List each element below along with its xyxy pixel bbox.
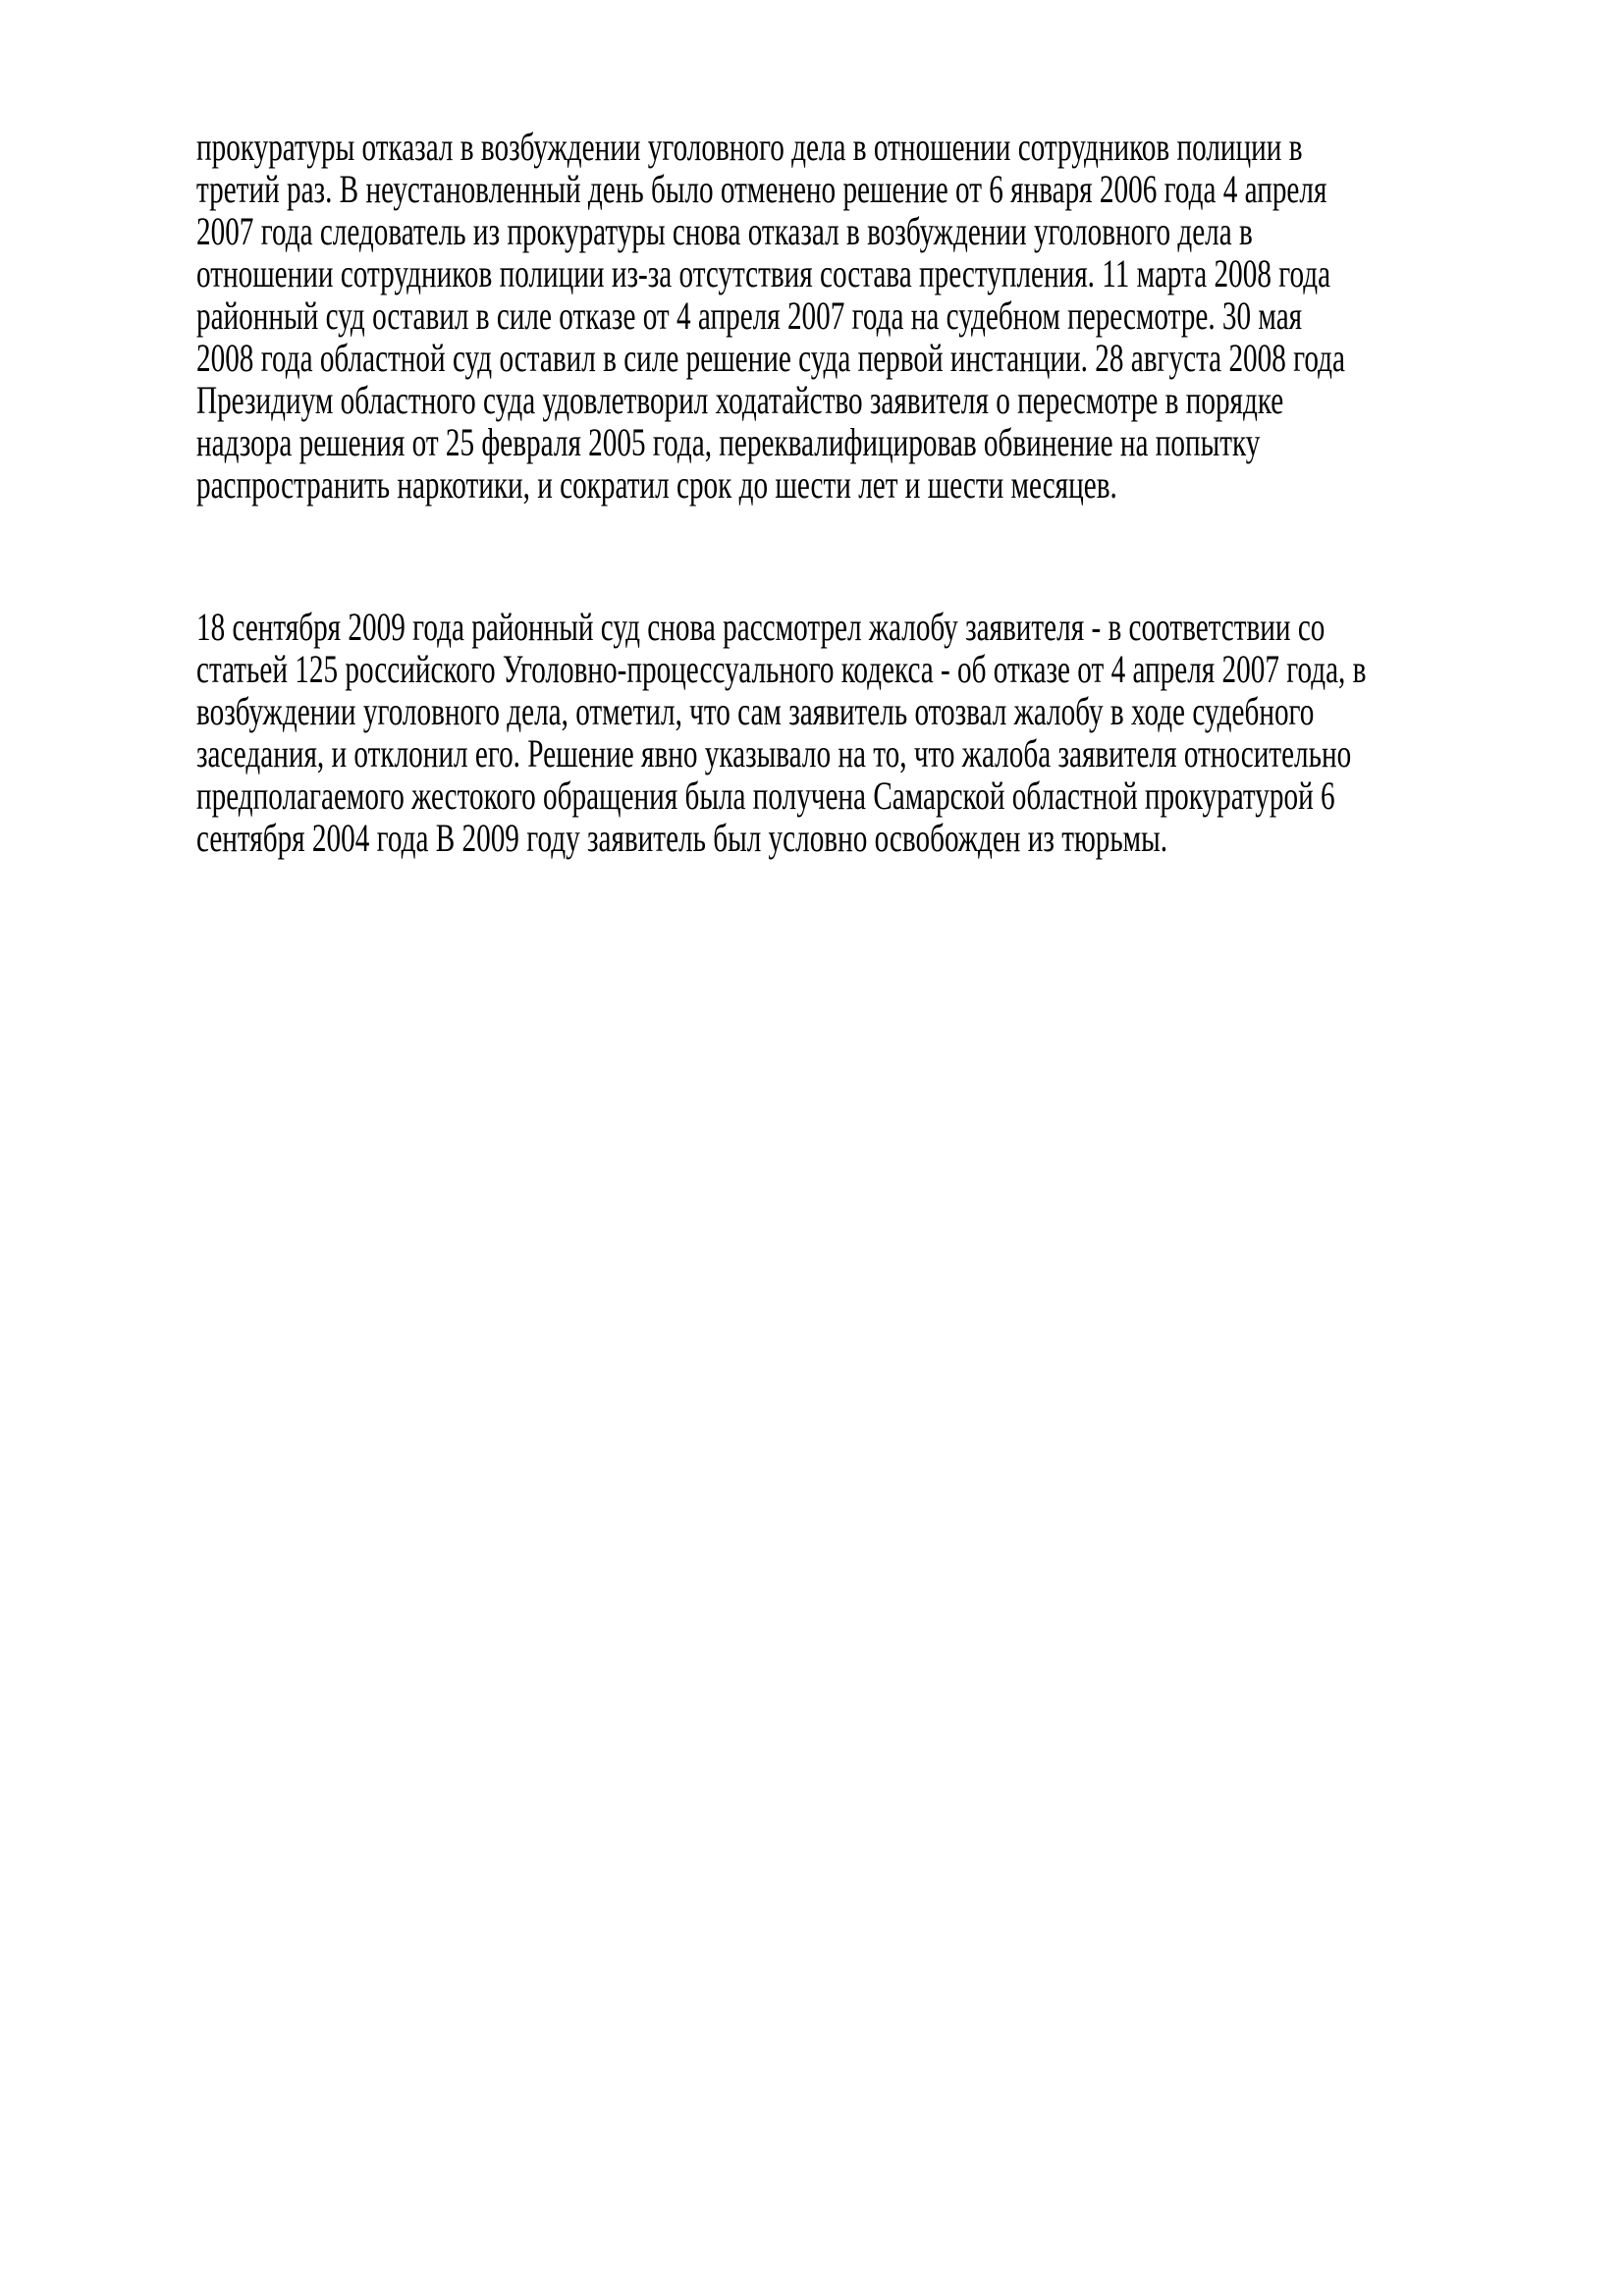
text-line: 2008 года областной суд оставил в силе решение суда первой инстанции. 28 августа 2008 года <box>196 336 1345 380</box>
paragraph-complaint-review <box>196 606 1515 859</box>
text-line: возбуждении уголовного дела, отметил, что сам заявитель отозвал жалобу в ходе судебного <box>196 689 1315 733</box>
text-line: сентября 2004 года В 2009 году заявитель был условно освобожден из тюрьмы. <box>196 816 1168 860</box>
text-line: 18 сентября 2009 года районный суд снова рассмотрел жалобу заявителя - в соответствии со <box>196 605 1325 649</box>
paragraph-court-history <box>196 126 1515 506</box>
text-line: распространить наркотики, и сократил срок до шести лет и шести месяцев. <box>196 462 1117 507</box>
text-line: прокуратуры отказал в возбуждении уголовного дела в отношении сотрудников полиции в <box>196 125 1303 169</box>
text-line: статьей 125 российского Уголовно-процессуального кодекса - об отказе от 4 апреля 2007 года, в <box>196 647 1367 691</box>
text-line: районный суд оставил в силе отказе от 4 апреля 2007 года на судебном пересмотре. 30 мая <box>196 294 1303 338</box>
text-line: надзора решения от 25 февраля 2005 года, переквалифицировав обвинение на попытку <box>196 420 1261 464</box>
text-line: 2007 года следователь из прокуратуры снова отказал в возбуждении уголовного дела в <box>196 209 1253 253</box>
text-line: заседания, и отклонил его. Решение явно указывало на то, что жалоба заявителя относительно <box>196 731 1352 775</box>
text-line: предполагаемого жестокого обращения была получена Самарской областной прокуратурой 6 <box>196 774 1335 818</box>
text-line: третий раз. В неустановленный день было отменено решение от 6 января 2006 года 4 апреля <box>196 167 1327 211</box>
text-line: Президиум областного суда удовлетворил ходатайство заявителя о пересмотре в порядке <box>196 378 1284 422</box>
text-line: отношении сотрудников полиции из-за отсутствия состава преступления. 11 марта 2008 года <box>196 251 1331 295</box>
